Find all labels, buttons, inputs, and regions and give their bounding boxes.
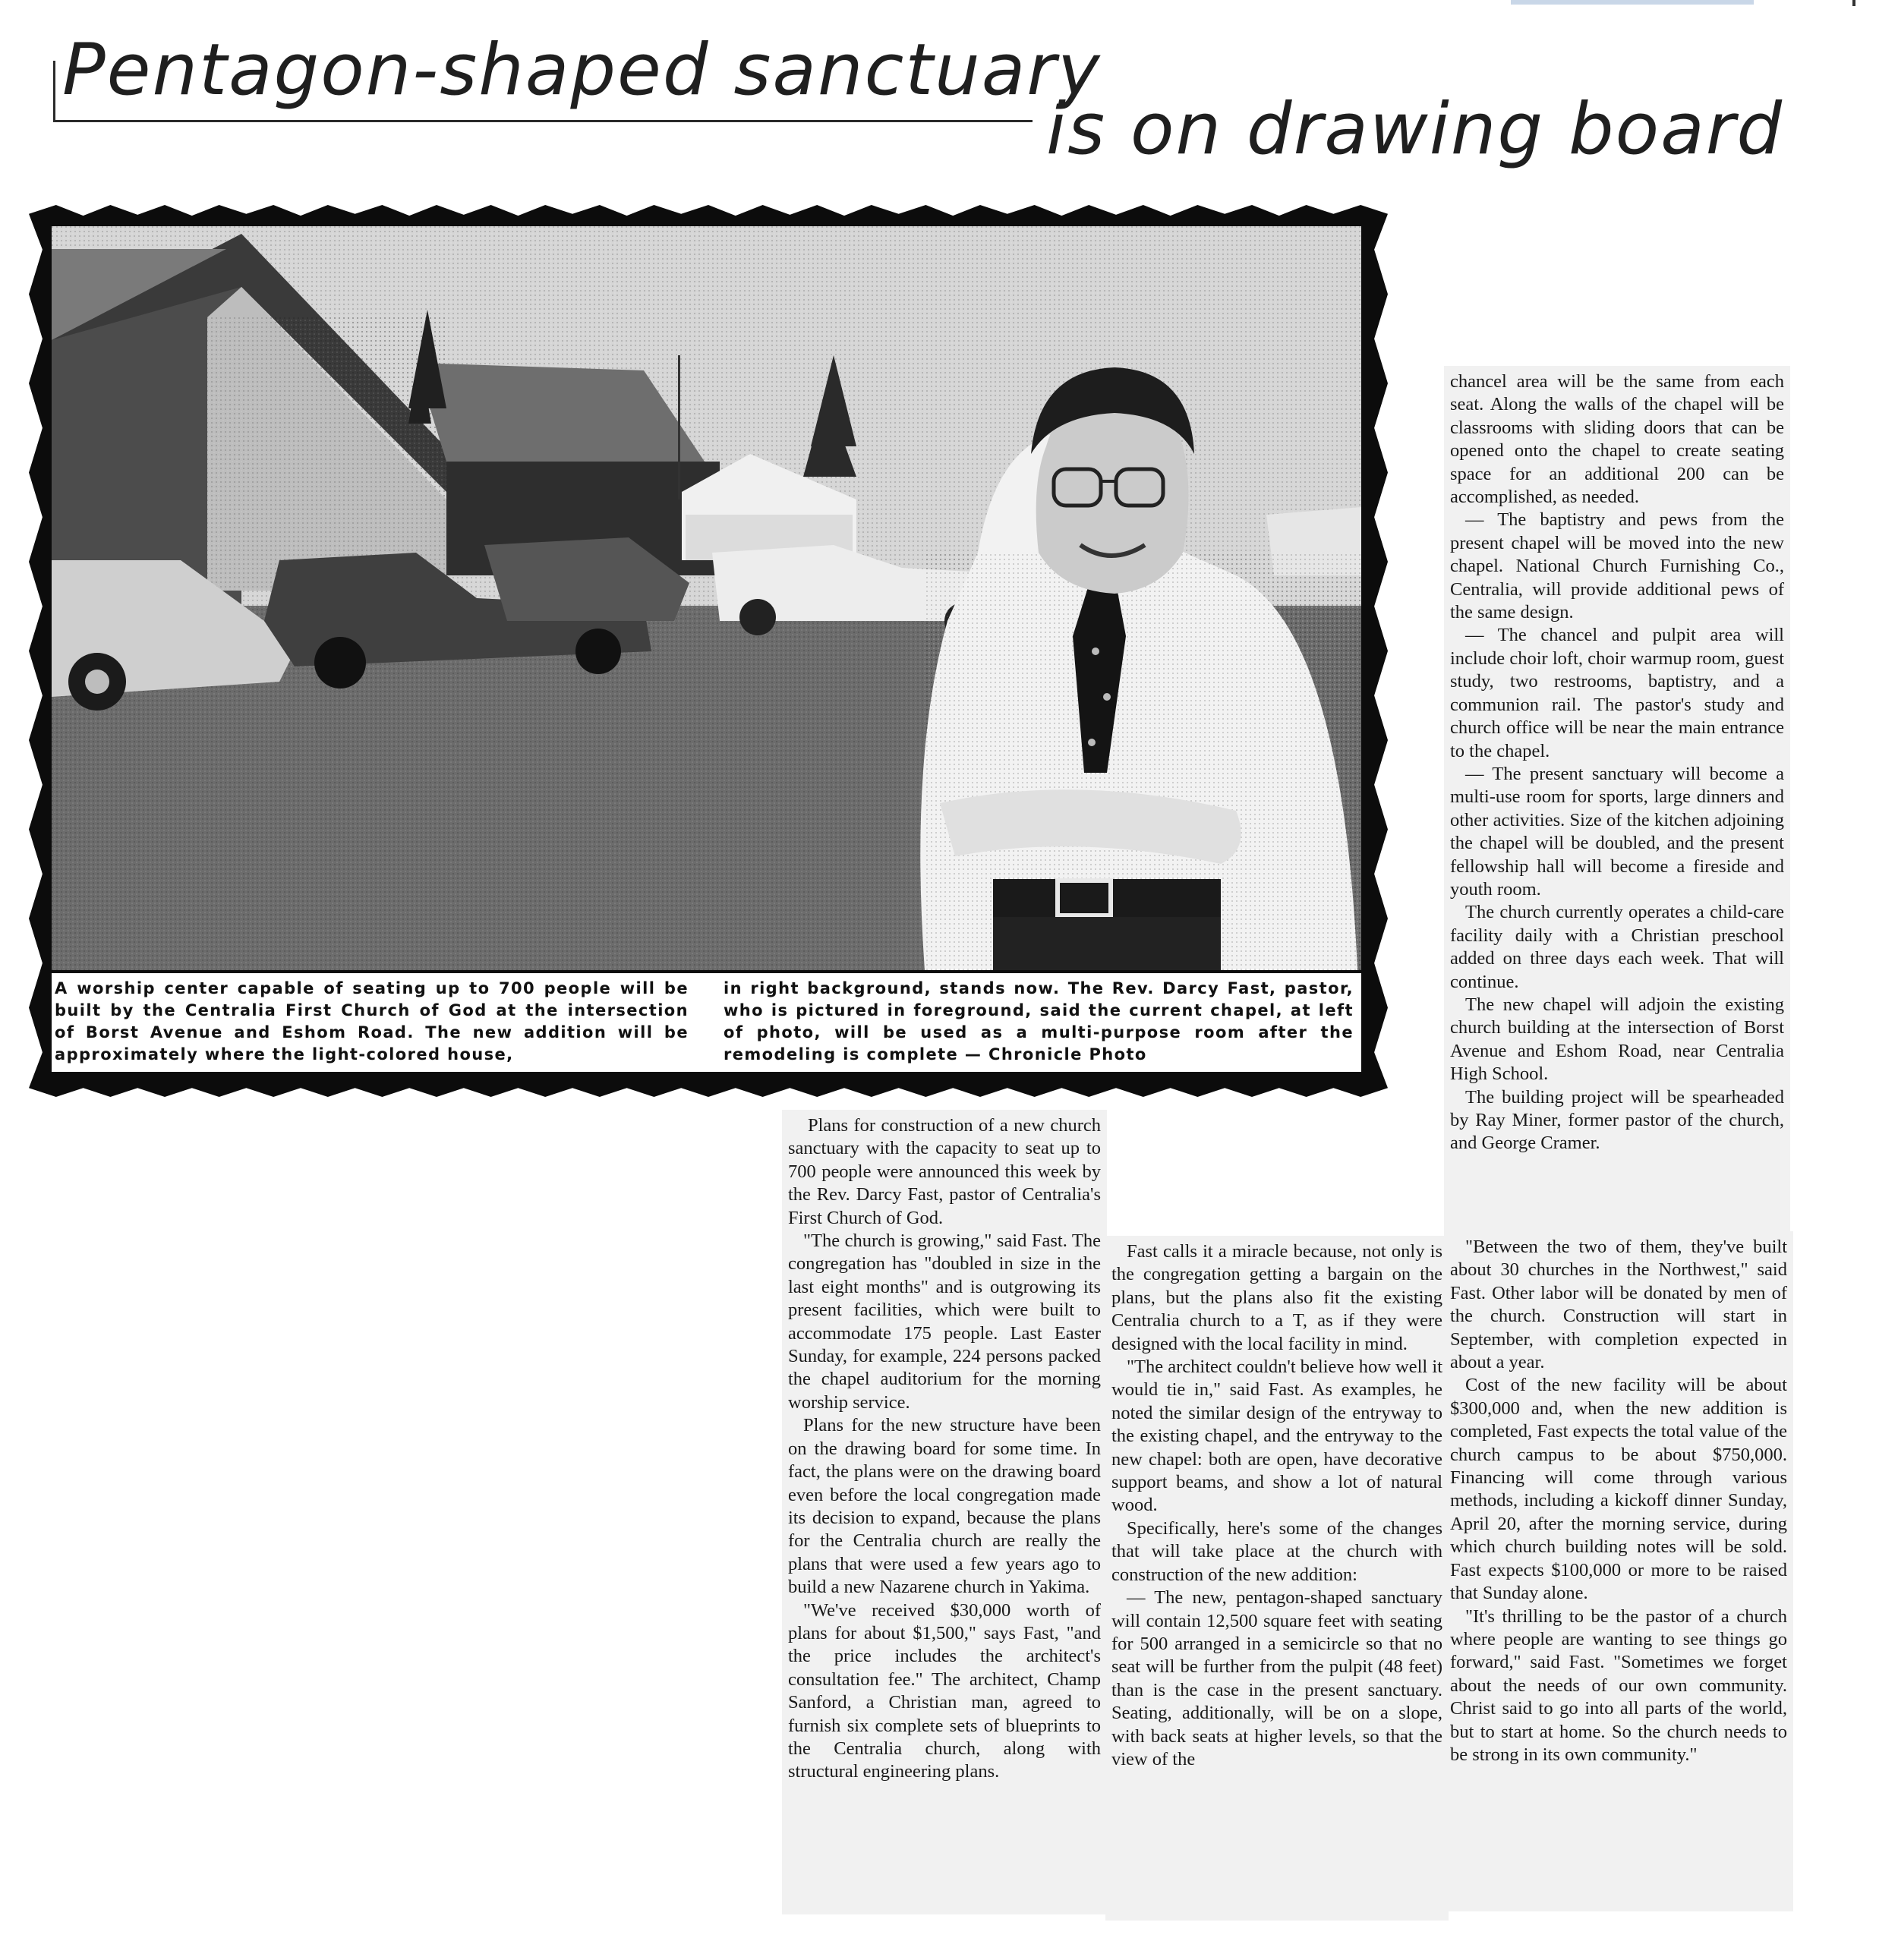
paragraph: The church currently operates a child-care facility daily with a Christian preschool added on three days each week. That will continue.: [1450, 902, 1784, 992]
paragraph: Cost of the new facility will be about $300,000 and, when the new addition is completed, Fast expects the total value of the church campus to be about $750,000. Financing will come through various methods, including a kickoff dinner Sunday, April 20, after the morning service, during which church building notes will be sold. Fast expects $100,000 or more to be raised that Sunday alone.: [1450, 1375, 1787, 1604]
paragraph: The building project will be spearheaded by Ray Miner, former pastor of the church, and George Cramer.: [1450, 1086, 1784, 1154]
paragraph: — The new, pentagon-shaped sanctuary will contain 12,500 square feet with seating for 500 arranged in a semicircle so that no seat will be further from the pulpit (48 feet) than is the case in the present sanctuary. Seating, additionally, will be on a slope, with back seats at higher levels, so that the view of the: [1111, 1587, 1442, 1769]
paragraph: — The present sanctuary will become a multi-use room for sports, large dinners and other activities. Size of the kitchen adjoining the chapel will be doubled, and the present fellowship hall will become a fireside and youth room.: [1450, 763, 1784, 900]
headline-line-1: Pentagon-shaped sanctuary: [62, 29, 1102, 112]
utility-pole: [678, 355, 680, 499]
article-column-4: [1444, 1231, 1793, 1911]
headline-vertical-rule: [53, 61, 55, 121]
paragraph: — The baptistry and pews from the present chapel will be moved into the new chapel. National Church Furnishing Co., Centralia, will provide additional pews of the same design.: [1450, 509, 1784, 623]
pastor-belt: [993, 879, 1221, 917]
article-column-3: [1444, 366, 1790, 1231]
paragraph: "The church is growing," said Fast. The congregation has "doubled in size in the last eight months" and is outgrowing its present facilities, which were built to accommodate 175 people. Last Easter Sunday, for example, 224 persons packed the chapel auditorium for the morning worship service.: [788, 1231, 1101, 1413]
headline-underline: [53, 120, 1033, 122]
caption-right: in right background, stands now. The Rev. Darcy Fast, pastor, who is pictured in foreground, said the current chapel, at left of photo, will be used as a multi-purpose room after the remodeling is complete — Chronicle Photo: [724, 979, 1354, 1064]
paragraph: Fast calls it a miracle because, not only is the congregation getting a bargain on the plans, but the plans also fit the existing Centralia church to a T, as if they were designed with the local facility in mind.: [1111, 1241, 1442, 1354]
article-column-2: [1105, 1236, 1449, 1921]
photo-illustration: [52, 226, 1361, 970]
paragraph: The new chapel will adjoin the existing church building at the intersection of Borst Avenue and Eshom Road, near Centralia High School.: [1450, 994, 1784, 1085]
photo-caption: [52, 973, 1361, 1072]
paragraph: "We've received $30,000 worth of plans for about $1,500," says Fast, "and the price includes the architect's consultation fee." The architect, Champ Sanford, a Christian man, agreed to furnish six complete sets of blueprints to the Centralia church, along with structural engineering plans.: [788, 1599, 1101, 1782]
article-column-1: [782, 1110, 1107, 1914]
paragraph: — The chancel and pulpit area will include choir loft, choir warmup room, guest study, two restrooms, baptistry, and a communion rail. The pastor's study and church office will be near the main entrance to the chapel.: [1450, 625, 1784, 761]
paragraph: "Between the two of them, they've built about 30 churches in the Northwest," said Fast. Other labor will be donated by men of the church. Construction will start in September, with completion expected in about a year.: [1450, 1237, 1787, 1373]
church-photo: [52, 226, 1361, 970]
paragraph: "It's thrilling to be the pastor of a church where people are wanting to see things go forward," said Fast. "Sometimes we forget about the needs of our own community. Christ said to go into all parts of the world, but to start at home. So the church needs to be strong in its own community.": [1450, 1605, 1787, 1765]
caption-left: A worship center capable of seating up to 700 people will be built by the Centralia First Church of God at the intersection of Borst Avenue and Eshom Road. The new addition will be approximately where the light-colored house,: [55, 979, 689, 1064]
headline-line-2: is on drawing board: [1046, 88, 1784, 171]
paragraph: Specifically, here's some of the changes that will take place at the church with construction of the new addition:: [1111, 1517, 1442, 1585]
paragraph: "The architect couldn't believe how well it would tie in," said Fast. As examples, he noted the similar design of the entryway to the existing chapel, and the entryway to the new chapel: both are open, have decorative support beams, and show a lot of natural wood.: [1111, 1357, 1442, 1516]
scan-edge-mark: [1511, 0, 1754, 5]
paragraph: Plans for the new structure have been on the drawing board for some time. In fact, the plans were on the drawing board even before the local congregation made its decision to expand, because the plans for the Centralia church are really the plans that were used a few years ago to build a new Nazarene church in Yakima.: [788, 1415, 1101, 1598]
scan-edge-tick: [1852, 0, 1855, 6]
paragraph: chancel area will be the same from each seat. Along the walls of the chapel will be classrooms with sliding doors that can be opened onto the chapel to create seating space for an additional 200 can be accomplished, as needed.: [1450, 371, 1784, 508]
paragraph: Plans for construction of a new church sanctuary with the capacity to seat up to 700 people were announced this week by the Rev. Darcy Fast, pastor of Centralia's First Church of God.: [788, 1115, 1101, 1228]
